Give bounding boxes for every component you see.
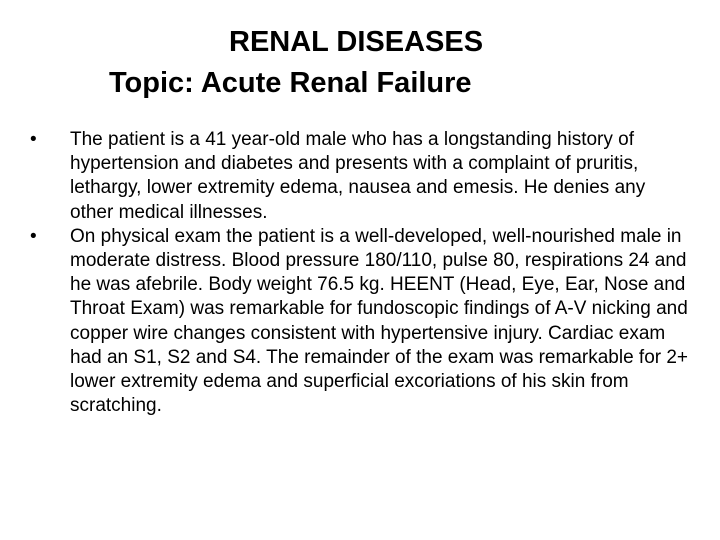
bullet-text-history: The patient is a 41 year-old male who has a longstanding history of hypertension and diabetes and presents with a complaint of pruritis, lethargy, lower extremity edema, nausea and emesis. He denies any other medical illnesses. bbox=[70, 129, 646, 223]
bullet-list bbox=[30, 128, 690, 418]
title-line-topic: Topic: Acute Renal Failure bbox=[109, 66, 472, 99]
bullet-text-physical-exam: On physical exam the patient is a well-developed, well-nourished male in moderate distress. Blood pressure 180/110, pulse 80, respirations 24 and he was afebrile. Body weight 76.5 kg. HEENT (Head, Eye, Ear, Nose and Throat Exam) was remarkable for fundoscopic findings of A-V nicking and copper wire changes consistent with hypertensive injury. Cardiac exam had an S1, S2 and S4. The remainder of the exam was remarkable for 2+ lower extremity edema and superficial excoriations of his skin from scratching. bbox=[70, 225, 689, 417]
slide-title bbox=[0, 22, 720, 103]
bullet-item-physical-exam bbox=[30, 225, 690, 419]
bullet-dot-icon: • bbox=[30, 225, 37, 247]
bullet-item-history bbox=[30, 128, 690, 225]
title-line-renal-diseases: RENAL DISEASES bbox=[229, 26, 484, 58]
bullet-dot-icon: • bbox=[30, 129, 37, 150]
